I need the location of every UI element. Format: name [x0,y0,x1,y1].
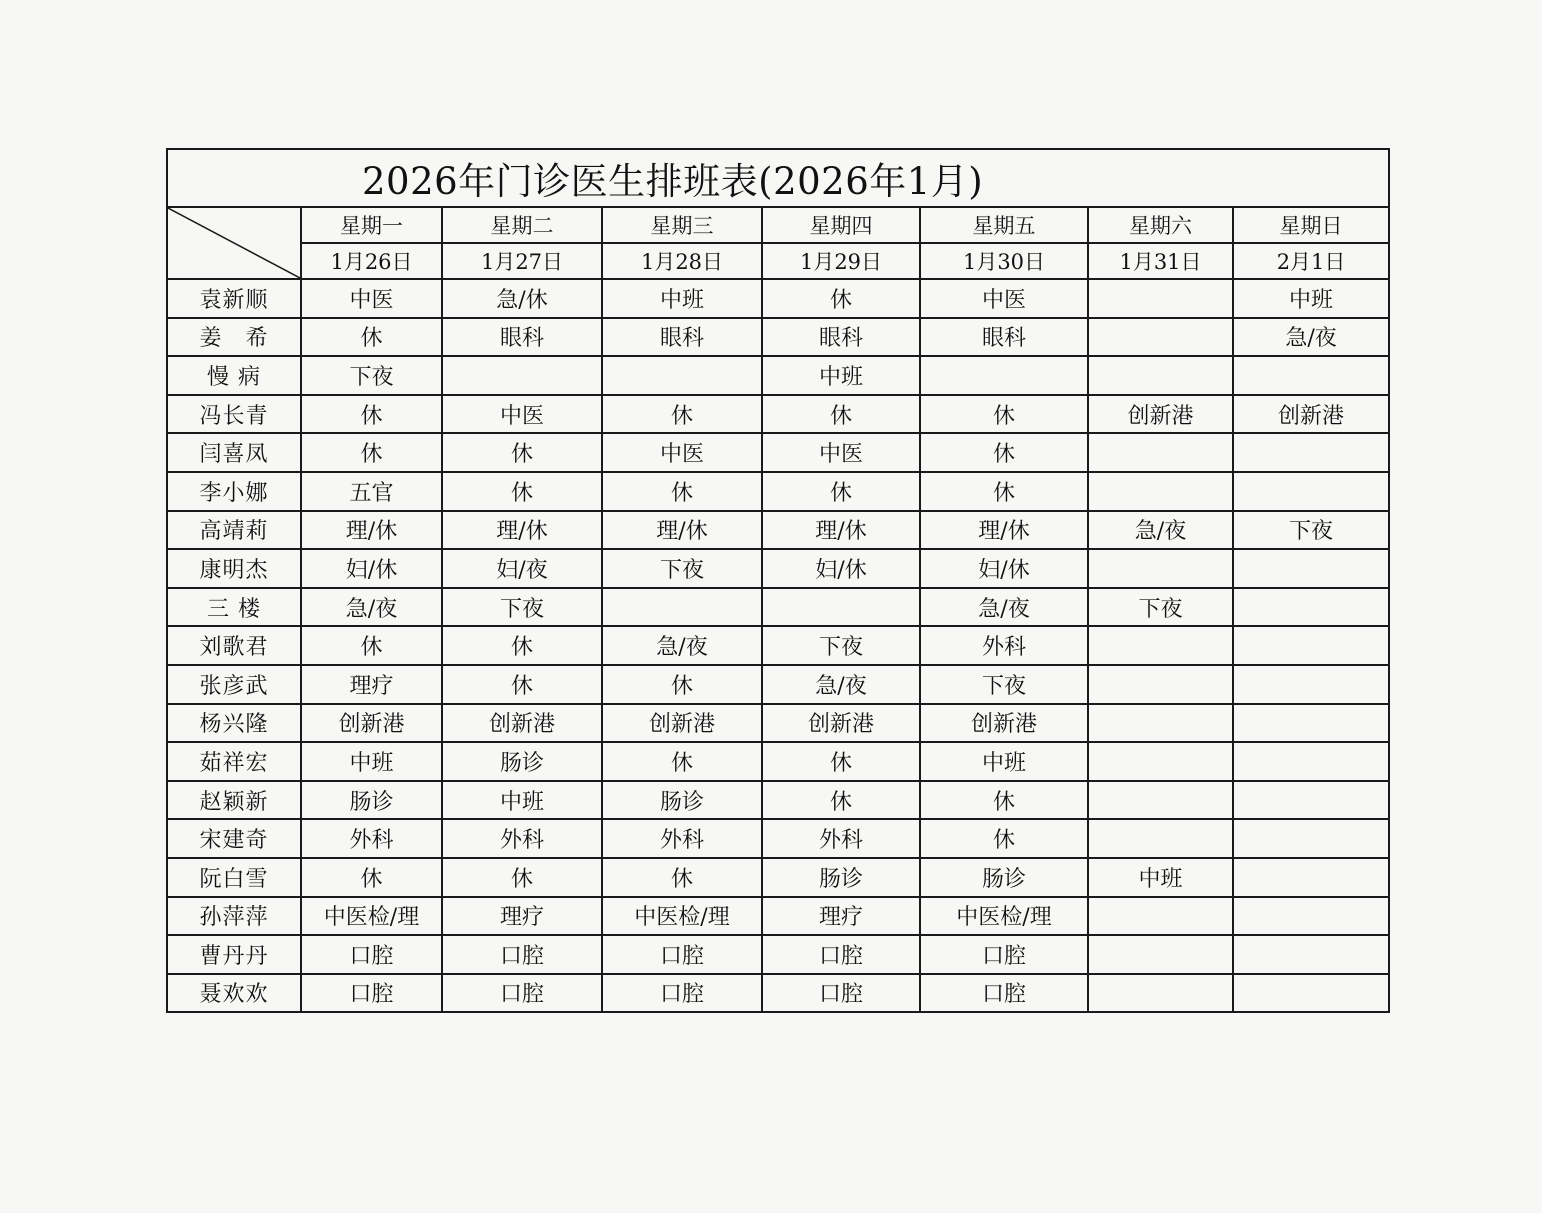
doctor-name: 聂欢欢 [167,974,301,1013]
shift-cell [1088,704,1233,743]
shift-cell: 外科 [442,819,602,858]
shift-cell: 中班 [301,742,442,781]
shift-cell: 外科 [301,819,442,858]
shift-cell: 休 [602,395,762,434]
doctor-name: 李小娜 [167,472,301,511]
weekday-header: 星期日 [1233,207,1389,243]
shift-cell [1088,472,1233,511]
date-header: 1月30日 [920,243,1088,279]
shift-cell: 休 [442,665,602,704]
shift-cell [1233,781,1389,820]
shift-cell: 理疗 [301,665,442,704]
table-row [167,395,1389,434]
schedule-table [166,148,1390,1013]
shift-cell [1233,704,1389,743]
shift-cell: 下夜 [1233,511,1389,550]
shift-cell: 创新港 [301,704,442,743]
shift-cell [1233,819,1389,858]
shift-cell [1088,819,1233,858]
shift-cell: 急/夜 [602,626,762,665]
shift-cell: 中班 [1233,279,1389,318]
shift-cell [1088,974,1233,1013]
doctor-name: 高靖莉 [167,511,301,550]
shift-cell [442,356,602,395]
shift-cell: 中医检/理 [301,897,442,936]
doctor-name: 茹祥宏 [167,742,301,781]
shift-cell: 中医 [602,433,762,472]
shift-cell [1088,665,1233,704]
shift-cell: 休 [762,472,920,511]
table-row [167,549,1389,588]
shift-cell: 中班 [602,279,762,318]
shift-cell: 肠诊 [602,781,762,820]
table-row [167,318,1389,357]
shift-cell: 理/休 [301,511,442,550]
shift-cell: 外科 [920,626,1088,665]
doctor-name: 冯长青 [167,395,301,434]
shift-cell: 眼科 [442,318,602,357]
table-row [167,665,1389,704]
shift-cell: 肠诊 [301,781,442,820]
doctor-name: 孙萍萍 [167,897,301,936]
shift-cell [920,356,1088,395]
shift-cell: 休 [602,472,762,511]
shift-cell: 创新港 [920,704,1088,743]
date-header: 2月1日 [1233,243,1389,279]
doctor-name: 康明杰 [167,549,301,588]
shift-cell [602,588,762,627]
shift-cell [1088,935,1233,974]
shift-cell: 下夜 [762,626,920,665]
table-row [167,511,1389,550]
header-corner-cell [167,207,301,279]
shift-cell [1233,742,1389,781]
shift-cell: 眼科 [920,318,1088,357]
weekday-header: 星期一 [301,207,442,243]
shift-cell: 休 [920,472,1088,511]
shift-cell: 休 [301,858,442,897]
shift-cell: 休 [442,472,602,511]
shift-cell [762,588,920,627]
shift-cell: 休 [762,395,920,434]
shift-cell: 外科 [602,819,762,858]
table-row [167,588,1389,627]
table-row [167,279,1389,318]
shift-cell: 急/夜 [762,665,920,704]
shift-cell [1233,472,1389,511]
shift-cell: 休 [301,626,442,665]
shift-cell [1233,626,1389,665]
shift-cell: 创新港 [1088,395,1233,434]
shift-cell: 中医检/理 [602,897,762,936]
date-header: 1月29日 [762,243,920,279]
shift-cell: 中医 [920,279,1088,318]
shift-cell: 妇/休 [920,549,1088,588]
shift-cell [1088,549,1233,588]
shift-cell: 理/休 [442,511,602,550]
shift-cell: 口腔 [301,974,442,1013]
table-row [167,472,1389,511]
shift-cell [1088,742,1233,781]
doctor-name: 闫喜凤 [167,433,301,472]
shift-cell: 中医检/理 [920,897,1088,936]
shift-cell: 五官 [301,472,442,511]
shift-cell: 中医 [442,395,602,434]
doctor-name: 姜 希 [167,318,301,357]
shift-cell: 理疗 [442,897,602,936]
shift-cell: 口腔 [762,935,920,974]
shift-cell: 妇/夜 [442,549,602,588]
page-title: 2026年门诊医生排班表(2026年1月) [167,149,1389,207]
weekday-header: 星期二 [442,207,602,243]
shift-cell: 妇/休 [762,549,920,588]
shift-cell [1233,549,1389,588]
doctor-name: 阮白雪 [167,858,301,897]
shift-cell: 中医 [301,279,442,318]
shift-cell [1088,318,1233,357]
shift-cell: 中班 [442,781,602,820]
shift-cell [1233,935,1389,974]
shift-cell: 中班 [920,742,1088,781]
shift-cell: 休 [301,318,442,357]
table-row [167,858,1389,897]
doctor-name: 曹丹丹 [167,935,301,974]
shift-cell: 口腔 [920,974,1088,1013]
table-row [167,704,1389,743]
shift-cell: 休 [301,395,442,434]
shift-cell: 眼科 [602,318,762,357]
shift-cell [1088,626,1233,665]
shift-cell: 下夜 [301,356,442,395]
shift-cell: 外科 [762,819,920,858]
shift-cell [602,356,762,395]
table-row [167,356,1389,395]
shift-cell: 妇/休 [301,549,442,588]
shift-cell: 口腔 [602,974,762,1013]
doctor-name: 赵颖新 [167,781,301,820]
doctor-name: 宋建奇 [167,819,301,858]
shift-cell [1088,781,1233,820]
doctor-name: 张彦武 [167,665,301,704]
shift-cell: 休 [602,665,762,704]
table-row [167,819,1389,858]
table-row [167,433,1389,472]
shift-cell [1233,897,1389,936]
shift-cell: 口腔 [762,974,920,1013]
shift-cell: 创新港 [1233,395,1389,434]
shift-cell [1233,588,1389,627]
shift-cell: 休 [920,395,1088,434]
shift-cell: 休 [762,742,920,781]
shift-cell [1233,665,1389,704]
shift-cell: 休 [442,433,602,472]
shift-cell: 肠诊 [442,742,602,781]
shift-cell [1233,974,1389,1013]
shift-cell [1233,858,1389,897]
shift-cell: 创新港 [602,704,762,743]
shift-cell: 眼科 [762,318,920,357]
doctor-name: 刘歌君 [167,626,301,665]
shift-cell: 休 [442,858,602,897]
shift-cell: 急/夜 [301,588,442,627]
shift-cell: 急/休 [442,279,602,318]
shift-cell: 口腔 [442,935,602,974]
shift-cell: 肠诊 [762,858,920,897]
shift-cell: 口腔 [602,935,762,974]
weekday-header: 星期六 [1088,207,1233,243]
shift-cell [1233,356,1389,395]
shift-cell: 口腔 [442,974,602,1013]
table-row [167,935,1389,974]
shift-cell: 休 [301,433,442,472]
shift-cell [1088,433,1233,472]
table-row [167,897,1389,936]
shift-cell: 休 [920,433,1088,472]
shift-cell: 下夜 [602,549,762,588]
weekday-header: 星期三 [602,207,762,243]
shift-cell [1233,433,1389,472]
shift-cell: 理疗 [762,897,920,936]
shift-cell: 下夜 [920,665,1088,704]
date-header: 1月28日 [602,243,762,279]
diagonal-line-icon [168,208,300,278]
shift-cell: 急/夜 [1088,511,1233,550]
weekday-header: 星期五 [920,207,1088,243]
shift-cell: 休 [920,781,1088,820]
shift-cell: 休 [602,742,762,781]
shift-cell: 下夜 [1088,588,1233,627]
shift-cell: 急/夜 [1233,318,1389,357]
shift-cell: 休 [762,781,920,820]
table-row [167,974,1389,1013]
shift-cell: 理/休 [762,511,920,550]
shift-cell: 休 [442,626,602,665]
shift-cell: 急/夜 [920,588,1088,627]
shift-cell: 理/休 [602,511,762,550]
shift-cell: 中班 [1088,858,1233,897]
doctor-name: 袁新顺 [167,279,301,318]
shift-cell: 肠诊 [920,858,1088,897]
doctor-name: 慢 病 [167,356,301,395]
date-header: 1月26日 [301,243,442,279]
shift-cell: 理/休 [920,511,1088,550]
shift-cell: 休 [920,819,1088,858]
shift-cell: 中医 [762,433,920,472]
shift-cell: 下夜 [442,588,602,627]
shift-cell: 口腔 [920,935,1088,974]
doctor-name: 杨兴隆 [167,704,301,743]
shift-cell: 休 [602,858,762,897]
date-header: 1月31日 [1088,243,1233,279]
date-header: 1月27日 [442,243,602,279]
shift-cell: 创新港 [762,704,920,743]
weekday-header: 星期四 [762,207,920,243]
shift-cell: 休 [762,279,920,318]
shift-cell: 口腔 [301,935,442,974]
shift-cell: 中班 [762,356,920,395]
table-row [167,626,1389,665]
table-row [167,742,1389,781]
table-row [167,781,1389,820]
shift-cell [1088,279,1233,318]
schedule-sheet [166,148,1388,1013]
shift-cell: 创新港 [442,704,602,743]
shift-cell [1088,356,1233,395]
shift-cell [1088,897,1233,936]
doctor-name: 三 楼 [167,588,301,627]
